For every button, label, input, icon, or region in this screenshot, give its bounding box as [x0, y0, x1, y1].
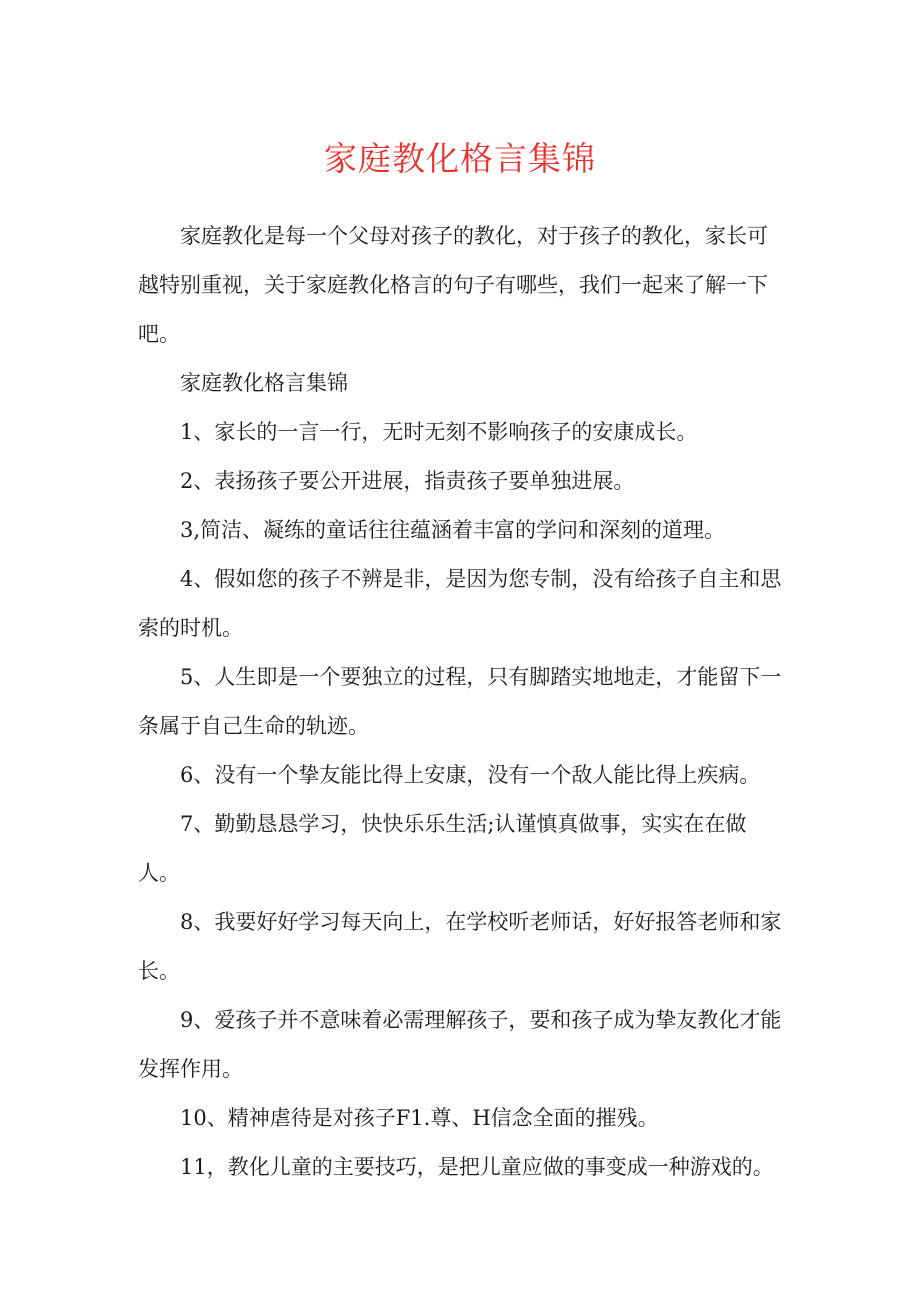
list-item: 11，教化儿童的主要技巧，是把儿童应做的事变成一种游戏的。 — [180, 1155, 774, 1179]
list-item: 4、假如您的孩子不辨是非，是因为您专制，没有给孩子自主和思索的时机。 — [138, 567, 782, 640]
document-body — [138, 212, 788, 1192]
document-title: 家庭教化格言集锦 — [324, 139, 596, 178]
list-item: 6、没有一个挚友能比得上安康，没有一个敌人能比得上疾病。 — [180, 763, 761, 787]
list-item: 2、表扬孩子要公开进展，指责孩子要单独进展。 — [180, 469, 635, 493]
list-item: 7、勤勤恳恳学习，快快乐乐生活;认谨慎真做事，实实在在做人。 — [138, 812, 747, 885]
list-item: 10、精神虐待是对孩子F1.尊、H信念全面的摧残。 — [180, 1106, 659, 1130]
intro-paragraph: 家庭教化是每一个父母对孩子的教化，对于孩子的教化，家长可越特别重视，关于家庭教化格言的句子有哪些，我们一起来了解一下吧。 — [138, 224, 768, 346]
list-item: 9、爱孩子并不意味着必需理解孩子，要和孩子成为挚友教化才能发挥作用。 — [138, 1008, 782, 1081]
list-item: 5、人生即是一个要独立的过程，只有脚踏实地地走，才能留下一条属于自己生命的轨迹。 — [138, 665, 782, 738]
list-item: 1、家长的一言一行，无时无刻不影响孩子的安康成长。 — [180, 420, 698, 444]
list-item: 3,简洁、凝练的童话往往蕴涵着丰富的学问和深刻的道理。 — [180, 518, 726, 542]
section-heading: 家庭教化格言集锦 — [180, 371, 348, 395]
list-item: 8、我要好好学习每天向上，在学校听老师话，好好报答老师和家长。 — [138, 910, 782, 983]
